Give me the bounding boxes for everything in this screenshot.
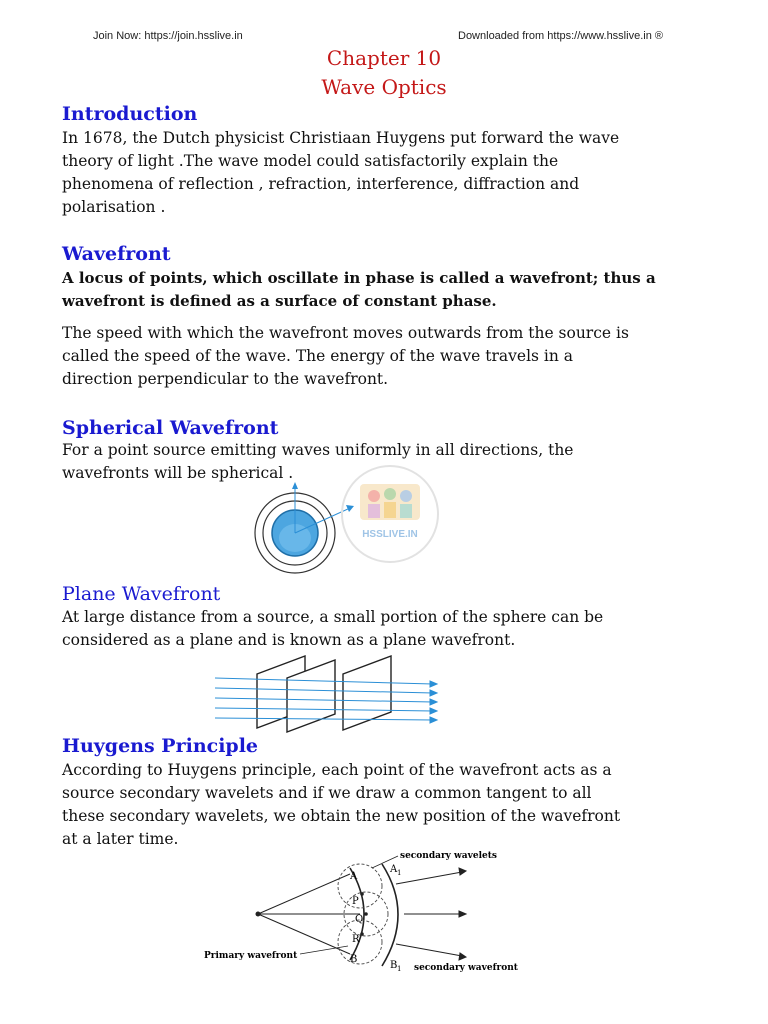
huygens-principle-paragraph [62,759,712,851]
wavefront-definition [62,267,712,313]
label-A1-sub: 1 [397,869,402,877]
text-line: source secondary wavelets and if we draw a common tangent to all [62,784,592,802]
text-line: The speed with which the wavefront moves outwards from the source is [62,324,629,342]
chapter-title: Wave Optics [321,75,447,99]
label-R: R [352,934,360,945]
wavefront-heading: Wavefront [62,243,171,265]
label-primary-wavefront: Primary wavefront [204,951,298,961]
plane-wavefront-diagram [205,652,445,738]
label-A: A [350,871,358,882]
text-line: these secondary wavelets, we obtain the new position of the wavefront [62,807,621,825]
watermark-text: HSSLIVE.IN [362,529,418,540]
label-P: P [352,896,359,907]
text-line: considered as a plane and is known as a plane wavefront. [62,631,516,649]
label-Q: Q [355,914,364,925]
label-B: B [350,954,358,965]
text-line: wavefront is defined as a surface of constant phase. [62,292,497,310]
header-join-link[interactable]: Join Now: https://join.hsslive.in [93,30,243,42]
label-secondary-wavefront: secondary wavefront [414,963,518,973]
text-line: phenomena of reflection , refraction, interference, diffraction and [62,175,580,193]
text-line: called the speed of the wave. The energy of the wave travels in a [62,347,574,365]
chapter-number: Chapter 10 [326,46,442,70]
plane-wavefront-paragraph [62,606,712,652]
text-line: A locus of points, which oscillate in phase is called a wavefront; thus a [62,269,656,287]
text-line: wavefronts will be spherical . [62,464,294,482]
secondary-wavefront-arc [382,864,398,966]
arrow-up-icon [292,482,298,489]
text-line: At large distance from a source, a small portion of the sphere can be [62,608,604,626]
huygens-principle-heading: Huygens Principle [62,735,259,757]
text-line: polarisation . [62,198,166,216]
introduction-paragraph [62,127,712,219]
text-line: According to Huygens principle, each point of the wavefront acts as a [62,761,612,779]
hsslive-watermark-logo [338,462,442,566]
text-line: theory of light .The wave model could satisfactorily explain the [62,152,559,170]
plane-wavefront-heading: Plane Wavefront [62,583,221,605]
text-line: For a point source emitting waves uniformly in all directions, the [62,441,574,459]
spherical-wavefront-heading: Spherical Wavefront [62,417,279,439]
label-secondary-wavelets: secondary wavelets [400,851,497,861]
label-B1: B [390,960,398,971]
label-A1: A [390,864,398,875]
point-source [256,912,261,917]
wavefront-paragraph [62,322,712,391]
huygens-principle-diagram [200,846,540,976]
header-download-source[interactable]: Downloaded from https://www.hsslive.in ® [458,30,663,42]
introduction-heading: Introduction [62,103,198,125]
text-line: In 1678, the Dutch physicist Christiaan Huygens put forward the wave [62,129,620,147]
label-B1-sub: 1 [397,965,402,973]
text-line: at a later time. [62,830,179,848]
text-line: direction perpendicular to the wavefront. [62,370,389,388]
